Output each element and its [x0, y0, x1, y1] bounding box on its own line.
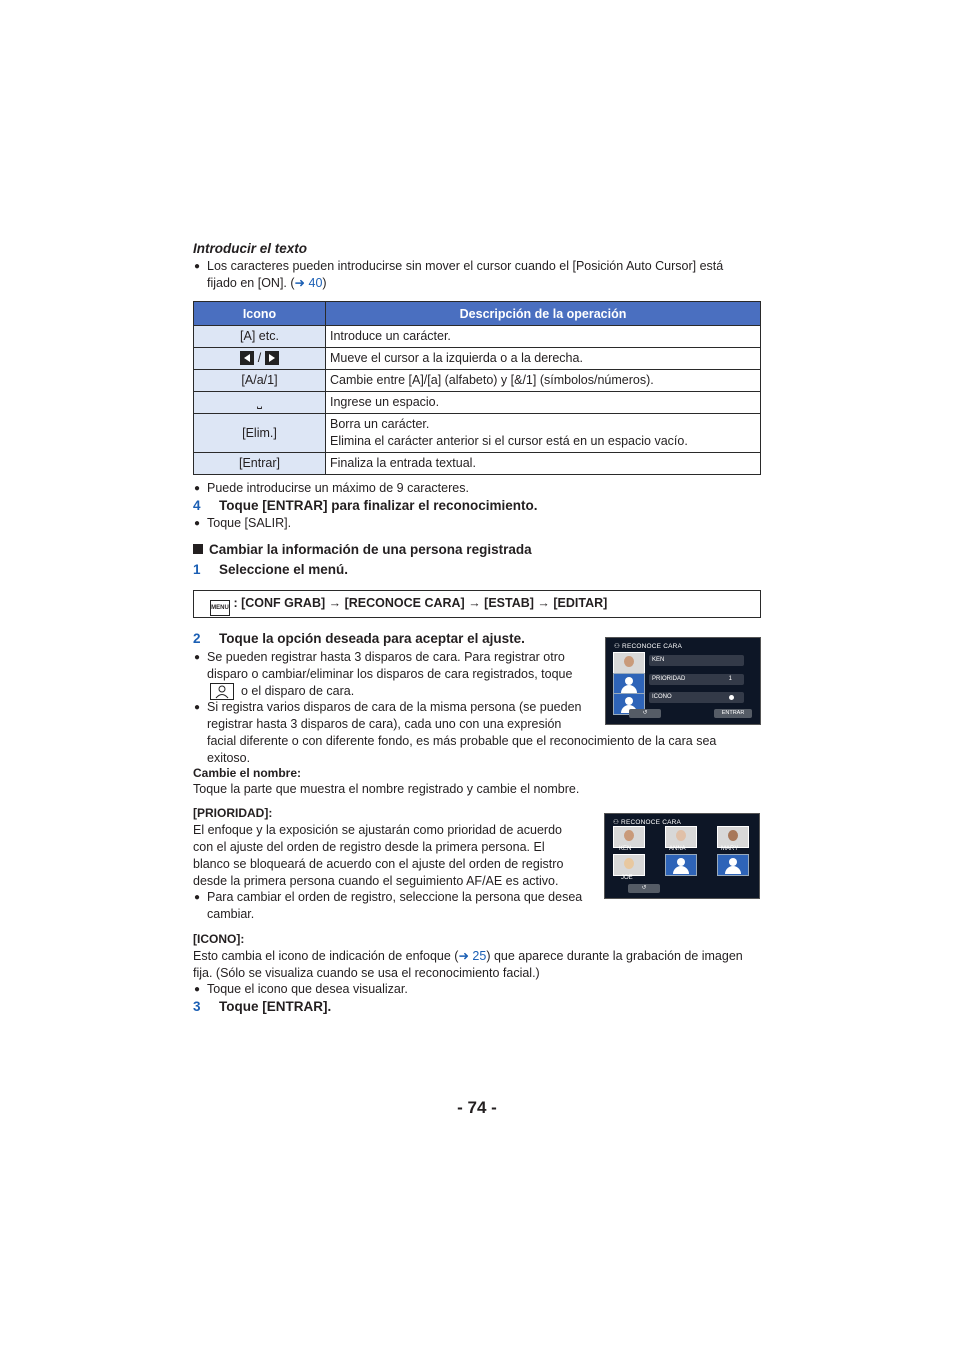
text-line: desde la primera persona cuando el seguimiento AF/AE es activo.: [193, 874, 559, 888]
face-thumbnail[interactable]: [613, 652, 645, 674]
priority-value: 1: [728, 676, 732, 682]
icon-cell: [Elim.]: [194, 414, 326, 453]
step-number: 3: [193, 999, 201, 1014]
bullet-text: fijado en [ON]. (: [207, 276, 295, 290]
subsection-heading: [193, 542, 532, 557]
priority-field[interactable]: [649, 674, 744, 685]
section-title: Introducir el texto: [193, 241, 308, 256]
camera-screen-list: [604, 813, 760, 899]
menu-path-box: [193, 590, 761, 618]
person-icon: [210, 683, 234, 700]
face-thumbnail[interactable]: [717, 826, 749, 848]
icon-text: [193, 948, 743, 982]
face-icon: ⚇: [613, 819, 622, 826]
bullet-text: exitoso.: [207, 751, 251, 765]
col-header-icon: Icono: [194, 302, 326, 326]
desc-line: Elimina el carácter anterior si el cursor está en un espacio vacío.: [330, 434, 688, 448]
heading-text: Cambiar la información de una persona registrada: [209, 542, 532, 557]
bullet-text: disparo o cambiar/eliminar los disparos de cara registrados, toque: [207, 667, 573, 681]
face-thumbnail[interactable]: [613, 854, 645, 876]
desc-cell: [326, 414, 761, 453]
table-row: [194, 348, 761, 370]
text-line: fija. (Sólo se visualiza cuando se usa el reconocimiento facial.): [193, 966, 540, 980]
page-number: - 74 -: [457, 1098, 497, 1117]
name-title: Cambie el nombre:: [193, 766, 302, 780]
text-line: con el ajuste del orden de registro desde la primera persona. El: [193, 840, 545, 854]
table-row: [194, 370, 761, 392]
step-text: Toque la opción deseada para aceptar el ajuste.: [219, 631, 525, 646]
bullet-item: ● Toque el icono que desea visualizar.: [194, 982, 408, 996]
step-text: Toque [ENTRAR].: [219, 999, 332, 1014]
priority-label: PRIORIDAD: [652, 676, 686, 682]
left-arrow-icon: [240, 351, 254, 365]
desc-cell: Introduce un carácter.: [326, 326, 761, 348]
text-line: blanco se bloqueará de acuerdo con el ajuste del orden de registro: [193, 857, 564, 871]
priority-text: [193, 822, 563, 890]
face-thumbnail[interactable]: [665, 826, 697, 848]
step-text: Toque [ENTRAR] para finalizar el reconocimiento.: [219, 498, 538, 513]
desc-cell: Ingrese un espacio.: [326, 392, 761, 414]
desc-cell: Finaliza la entrada textual.: [326, 453, 761, 475]
bullet-text: Puede introducirse un máximo de 9 caracteres.: [207, 481, 469, 495]
bullet-text: Toque [SALIR].: [207, 516, 292, 530]
enter-button[interactable]: ENTRAR: [714, 709, 752, 718]
face-thumbnail[interactable]: [613, 826, 645, 848]
header-text: RECONOCE CARA: [622, 643, 683, 650]
table-row: [194, 453, 761, 475]
name-text: Toque la parte que muestra el nombre registrado y cambie el nombre.: [193, 782, 580, 796]
icon-title: [ICONO]:: [193, 932, 245, 946]
bullet-text: o el disparo de cara.: [240, 684, 355, 698]
bullet-text: facial diferente o con diferente fondo, es más probable que el reconocimiento de la cara sea: [207, 734, 717, 748]
page-link[interactable]: ➜ 25: [458, 949, 487, 963]
face-name: KEN: [619, 846, 632, 852]
page-link[interactable]: ➜ 40: [294, 276, 323, 290]
bullet-text: Para cambiar el orden de registro, seleccione la persona que desea: [207, 890, 583, 904]
desc-line: Borra un carácter.: [330, 417, 430, 431]
bullet-text: ): [322, 276, 327, 290]
icon-cell: [A] etc.: [194, 326, 326, 348]
header-text: RECONOCE CARA: [621, 819, 682, 826]
table-row: [194, 392, 761, 414]
desc-cell: Cambie entre [A]/[a] (alfabeto) y [&/1] (símbolos/números).: [326, 370, 761, 392]
bullet-text: Los caracteres pueden introducirse sin mover el cursor cuando el [Posición Auto Cursor] está: [207, 259, 724, 273]
right-arrow-icon: [265, 351, 279, 365]
screen-header: [614, 642, 682, 650]
bullet-text: registrar hasta 3 disparos de cara), cada uno con una expresión: [207, 717, 562, 731]
empty-face-slot[interactable]: [665, 854, 697, 876]
icon-cell: [A/a/1]: [194, 370, 326, 392]
menu-icon: MENU: [210, 600, 230, 616]
priority-title: [PRIORIDAD]:: [193, 806, 273, 820]
face-icon: ⚇: [614, 643, 623, 650]
menu-path-text: : [CONF GRAB] → [RECONOCE CARA] → [ESTAB] → [EDITAR]: [233, 596, 608, 610]
bullet-text: Si registra varios disparos de cara de la misma persona (se pueden: [207, 700, 582, 714]
step-number: 2: [193, 631, 201, 646]
bullet-item: ● Si registra varios disparos de cara de la misma persona (se pueden registrar hasta 3 disparos de cara), cada uno con una expresión facial diferente o con diferente fondo, es más probable que el reconocimiento de la cara sea exitoso.: [194, 700, 717, 765]
step-text: Seleccione el menú.: [219, 562, 349, 577]
icon-label: ICONO: [652, 694, 672, 700]
square-bullet-icon: [193, 544, 203, 554]
table-row: [194, 326, 761, 348]
table-row: [194, 414, 761, 453]
icon-cell: [Entrar]: [194, 453, 326, 475]
separator-text: /: [257, 351, 262, 365]
step-number: 4: [193, 498, 201, 513]
text-line: ) que aparece durante la grabación de imagen: [486, 949, 743, 963]
face-name: MARY: [721, 846, 739, 852]
text-line: El enfoque y la exposición se ajustarán como prioridad de acuerdo: [193, 823, 562, 837]
bullet-item: ● Se pueden registrar hasta 3 disparos de cara. Para registrar otro disparo o cambiar/eliminar los disparos de cara registrados, toque o el disparo de cara.: [194, 650, 573, 698]
focus-dot-icon: [729, 695, 734, 700]
desc-cell: Mueve el cursor a la izquierda o a la derecha.: [326, 348, 761, 370]
text-line: Esto cambia el icono de indicación de enfoque (: [193, 949, 459, 963]
bullet-item: ● Los caracteres pueden introducirse sin mover el cursor cuando el [Posición Auto Cursor] está fijado en [ON]. (➜ 40): [194, 259, 724, 290]
camera-screen-edit: [605, 637, 761, 725]
face-name: ANNA: [669, 846, 686, 852]
space-icon: ⎵: [194, 392, 326, 414]
icon-field[interactable]: [649, 692, 744, 703]
icon-cell: [194, 348, 326, 370]
back-button[interactable]: ↺: [628, 884, 660, 893]
empty-face-slot[interactable]: [613, 673, 645, 695]
name-field[interactable]: KEN: [649, 655, 744, 666]
bullet-text: Toque el icono que desea visualizar.: [207, 982, 408, 996]
back-button[interactable]: ↺: [629, 709, 661, 718]
step-number: 1: [193, 562, 201, 577]
col-header-desc: Descripción de la operación: [326, 302, 761, 326]
bullet-item: ● Toque [SALIR].: [194, 516, 292, 530]
bullet-item: ● Puede introducirse un máximo de 9 caracteres.: [194, 481, 469, 495]
screen-header: [613, 818, 681, 826]
operations-table: [193, 301, 761, 475]
table-header-row: [194, 302, 761, 326]
face-name: JOE: [621, 875, 633, 881]
bullet-text: cambiar.: [207, 907, 255, 921]
bullet-text: Se pueden registrar hasta 3 disparos de cara. Para registrar otro: [207, 650, 565, 664]
bullet-item: ● Para cambiar el orden de registro, seleccione la persona que desea cambiar.: [194, 890, 583, 921]
empty-face-slot[interactable]: [717, 854, 749, 876]
